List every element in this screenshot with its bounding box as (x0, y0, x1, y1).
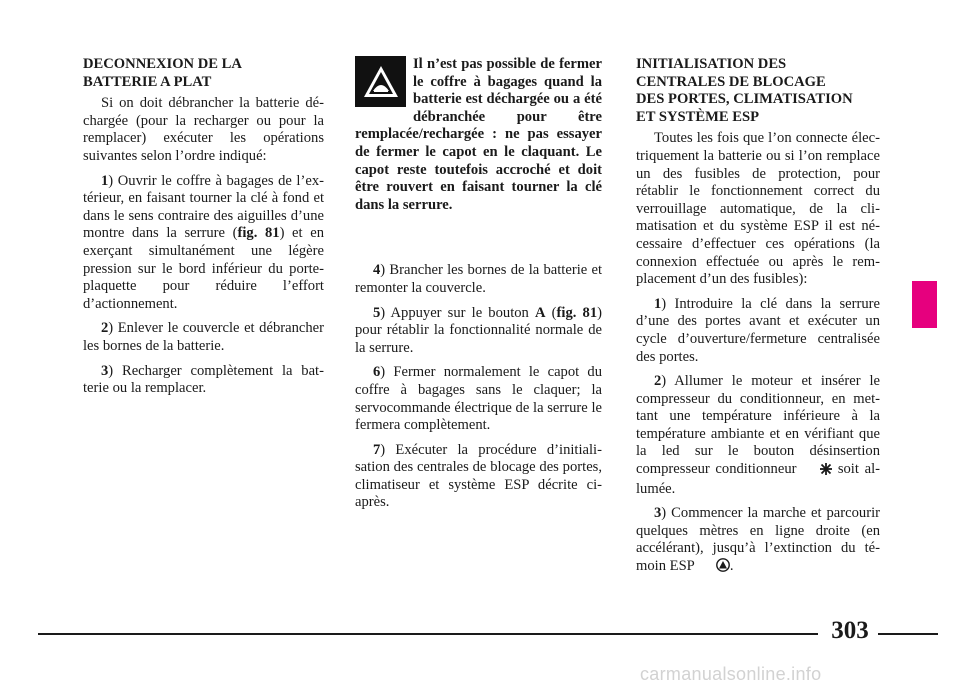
step-2: 2) Enlever le couvercle et débrancher les bornes de la batterie. (83, 320, 324, 354)
step-4: 4) Brancher les bornes de la batterie et remonter la couvercle. (355, 262, 602, 296)
footer-rule-right (878, 633, 938, 635)
step-6: 6) Fermer normalement le capot du coffre à bagages sans le claquer; la servocommande électrique de la serrure le fermera complètement. (355, 364, 602, 434)
section-heading-battery-disconnect: DECONNEXION DE LA BATTERIE A PLAT (83, 56, 242, 90)
section-heading-initialisation: INITIALISATION DES CENTRALES DE BLOCAGE DES PORTES, CLIMATISATION ET SYSTÈME ESP (636, 56, 853, 125)
warning-triangle-icon (355, 56, 406, 107)
footer-rule-left (38, 633, 818, 635)
step-1: 1) Introduire la clé dans la serrure d’une des portes avant et exécuter un cycle d’ouverture/fermeture centralisée des portes. (636, 295, 880, 365)
column-right (636, 56, 880, 585)
section-tab-marker (912, 281, 937, 328)
step-5: 5) Appuyer sur le bouton A (fig. 81) pour rétablir la fonctionnalité normale de la serrure. (355, 304, 602, 356)
watermark: carmanualsonline.info (640, 664, 822, 684)
warning-box (355, 56, 602, 214)
esp-warning-icon (698, 558, 730, 578)
page-number: 303 (831, 617, 869, 644)
column-middle (355, 56, 602, 519)
step-2: 2) Allumer le moteur et insérer le compresseur du conditionneur, en mettant une température inférieure à la température ambiante et en vérifiant que la led sur le bouton désinsertion compresseur conditionneur soit allumée. (636, 373, 880, 497)
step-7: 7) Exécuter la procédure d’initialisation des centrales de blocage des portes, climatiseur et système ESP décrite ci-après. (355, 441, 602, 511)
warning-text: Il n’est pas possible de fermer le coffre à bagages quand la batterie est déchargée ou a été débranchée pour être remplacée/rechargée : ne pas essayer de fermer le capot en le claquant. Le capot reste toutefois accroché et doit être rouvert en faisant tourner la clé dans la serrure. (355, 56, 602, 213)
paragraph-intro: Si on doit débrancher la batterie déchargée (pour la recharger ou pour la remplacer) exécuter les opérations suivantes selon l’ordre indiqué: (83, 95, 324, 164)
snowflake-icon (802, 463, 832, 481)
paragraph-intro: Toutes les fois que l’on connecte électriquement la batterie ou si l’on remplace un des fusibles de protection, pour rétablir le fonctionnement correct du verrouillage automatique, de la climatisation et du système ESP il est nécessaire d’effectuer ces opérations (la connexion effectuée ou après le remplacement d’un des fusibles): (636, 130, 880, 288)
step-3: 3) Recharger complètement la batterie ou la remplacer. (83, 362, 324, 397)
step-3: 3) Commencer la marche et parcourir quelques mètres en ligne droite (en accélérant), jusqu’à l’extinction du témoin ESP . (636, 505, 880, 577)
step-1: 1) Ouvrir le coffre à bagages de l’extérieur, en faisant tourner la clé à fond et dans le sens contraire des aiguilles d’une montre dans la serrure (fig. 81) et en exerçant simultanément une légère pression sur le bord inférieur du porte-plaquette pour réduire l’effort d’actionnement. (83, 172, 324, 312)
column-left (83, 56, 324, 405)
